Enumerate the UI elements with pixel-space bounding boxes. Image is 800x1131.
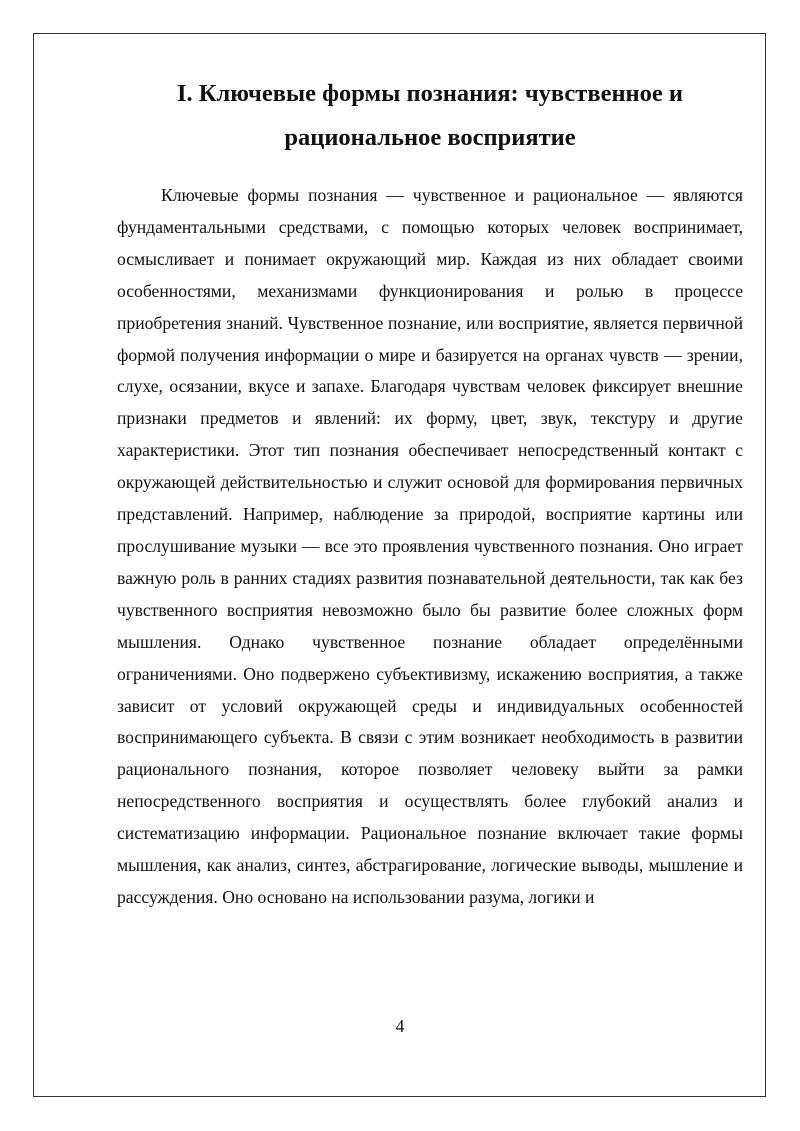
section-heading (117, 72, 743, 160)
page-content (117, 72, 743, 914)
page-number: 4 (395, 1016, 405, 1036)
section-heading-line-1: I. Ключевые формы познания: чувственное и (176, 80, 684, 107)
body-paragraph: Ключевые формы познания — чувственное и рациональное — являются фундаментальными средствами, с помощью которых человек воспринимает, осмысливает и понимает окружающий мир. Каждая из них обладает своими особенностями, механизмами функционирования и ролью в процессе приобретения знаний. Чувственное познание, или восприятие, является первичной формой получения информации о мире и базируется на органах чувств — зрении, слухе, осязании, вкусе и запахе. Благодаря чувствам человек фиксирует внешние признаки предметов и явлений: их форму, цвет, звук, текстуру и другие характеристики. Этот тип познания обеспечивает непосредственный контакт с окружающей действительностью и служит основой для формирования первичных представлений. Например, наблюдение за природой, восприятие картины или прослушивание музыки — все это проявления чувственного познания. Оно играет важную роль в ранних стадиях развития познавательной деятельности, так как без чувственного восприятия невозможно было бы развитие более сложных форм мышления. Однако чувственное познание обладает определёнными ограничениями. Оно подвержено субъективизму, искажению восприятия, а также зависит от условий окружающей среды и индивидуальных особенностей воспринимающего субъекта. В связи с этим возникает необходимость в развитии рационального познания, которое позволяет человеку выйти за рамки непосредственного восприятия и осуществлять более глубокий анализ и систематизацию информации. Рациональное познание включает такие формы мышления, как анализ, синтез, абстрагирование, логические выводы, мышление и рассуждения. Оно основано на использовании разума, логики и (117, 185, 743, 907)
section-heading-line-2: рациональное восприятие (284, 124, 576, 151)
